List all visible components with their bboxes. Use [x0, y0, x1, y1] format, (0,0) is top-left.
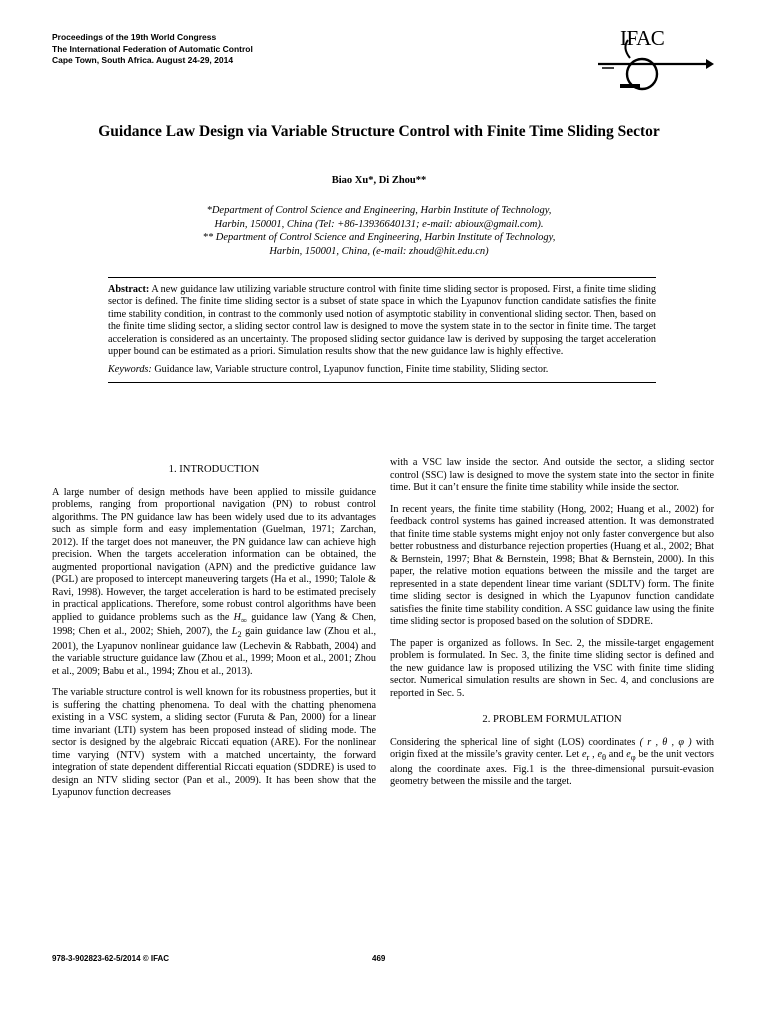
keywords-label: Keywords: — [108, 364, 152, 376]
unit-vector-etheta-sub: θ — [601, 752, 607, 763]
header-line-2: The International Federation of Automatic Control — [52, 43, 253, 54]
paragraph-text: Considering the spherical line of sight (LOS) coordinates — [390, 736, 636, 748]
coordinates-symbol: ( r , θ , φ ) — [639, 736, 692, 748]
paragraph-text: guidance law (Yang & Chen, 1998; Chen et al., 2002; Shieh, 2007), the — [52, 611, 376, 638]
abstract — [108, 284, 656, 358]
section-heading-introduction: 1. INTRODUCTION — [168, 464, 260, 475]
affiliation-line: *Department of Control Science and Engineering, Harbin Institute of Technology, — [206, 205, 552, 216]
ifac-logo — [594, 28, 714, 98]
footer-isbn: 978-3-902823-62-5/2014 © IFAC — [52, 954, 170, 963]
unit-vector-er: e — [582, 749, 587, 760]
unit-vector-etheta: e — [597, 749, 602, 760]
unit-vector-ephi: e — [626, 749, 631, 760]
keywords-text: Guidance law, Variable structure control, Lyapunov function, Finite time stability, Sliding sector. — [154, 364, 549, 376]
paragraph-text: with origin fixed at the missile’s gravity center. Let — [390, 736, 715, 760]
page-number: 469 — [372, 954, 386, 963]
proceedings-header — [52, 32, 253, 67]
paragraph: The variable structure control is well known for its robustness properties, but it is suffering the chatting phenomena. To deal with the chatting phenomena existing in a VSC system, a sliding sector (Furuta & Pan, 2000) for a linear time invariant (LTI) system has been proposed instead of sliding mode. The sector is designed by the algebraic Riccati equation (ARE). For the nonlinear time varying (NTV) system with a matched uncertainty, the forward integration of state dependent differential Riccati equation (SDDRE) is used to design an NTV sliding sector (Pan et al., 2009). It has been show that the Lyapunov function decreases — [52, 687, 376, 799]
paper-title: Guidance Law Design via Variable Structure Control with Finite Time Sliding Sector — [98, 123, 660, 140]
ifac-emblem-icon — [594, 28, 714, 98]
unit-vector-er-sub: r — [586, 752, 590, 763]
affiliation-line: Harbin, 150001, China, (e-mail: zhoud@hit.edu.cn) — [269, 245, 489, 257]
abstract-box — [108, 277, 656, 383]
paragraph: with a VSC law inside the sector. And outside the sector, a sliding sector control (SSC) law is designed to move the system state into the sector in finite time. But it can’t ensure the finite time stability while inside the sector. — [390, 457, 714, 493]
header-line-3: Cape Town, South Africa. August 24-29, 2014 — [52, 55, 234, 65]
abstract-text: A new guidance law utilizing variable structure control with finite time sliding sector is proposed. First, a finite time sliding sector is defined. The finite time sliding sector is a subset of state space in which the Lyapunov function candidate satisfies the finite time stability condition, in contrast to the commonly used notion of asymptotic stability in conventional sliding sector. Then, based on the finite time sliding sector, a sliding sector control law is designed to move the system state in to the sector in finite time. The target acceleration is considered as an uncertainty. The proposed sliding sector guidance law is derived by supposing the target acceleration upper bound can be estimated as a priori. Simulation results show that the new guidance law is highly effective. — [108, 284, 656, 358]
paragraph — [52, 487, 376, 679]
h-infinity-subscript: ∞ — [241, 614, 248, 625]
section-heading-problem-formulation: 2. PROBLEM FORMULATION — [482, 714, 622, 725]
paragraph-text: A large number of design methods have been applied to missile guidance problems, ranging from proportional navigation (PN) to robust control algorithms. The PN guidance law has been widely used due to its advantages such as simple form and easy implementation (Guelman, 1971; Zarchan, 2012). If the target does not maneuver, the PN guidance law can achieve high precision. When the targets acceleration information can be obtained, the augmented proportional navigation (APN) and the predictive guidance law (PGL) are proposed to intercept maneuvering targets (Ha et al., 1990; Talole & Ravi, 1998). However, the target acceleration is hard to be estimated precisely in practical applications. Therefore, some robust control algorithms have been applied to guidance problems such as the — [52, 486, 376, 623]
paragraph-text: be the unit vectors along the coordinate axes. Fig.1 is the three-dimensional pursuit-evasion geometry between the missile and the target. — [390, 749, 715, 788]
affiliation-line: ** Department of Control Science and Engineering, Harbin Institute of Technology, — [202, 232, 556, 243]
logo-text: IFAC — [620, 26, 665, 50]
header-line-1: Proceedings of the 19th World Congress — [52, 32, 217, 42]
affiliation-line: Harbin, 150001, China (Tel: +86-13936640131; e-mail: abioux@gmail.com). — [214, 218, 544, 230]
left-column — [52, 460, 376, 809]
h-infinity-symbol: H — [233, 611, 242, 623]
paragraph: In recent years, the finite time stability (Hong, 2002; Huang et al., 2002) for feedback control systems has gained increased attention. It was demonstrated that finite time stable systems might enjoy not only faster convergence but also better robustness and disturbance rejection properties (Huang et al., 2002; Bhat & Bernstein, 1997; Bhat & Bernstein, 1998; Bhat & Bernstein, 2000). In this paper, the relative motion equations between the missile and the target are represented in a state dependent linear time variant (SDLTV) form. The finite time sliding sector is designed in which the Lyapunov function candidate satisfies the finite time stability condition. A SSC guidance law using the finite time sliding sector is proposed based on the solution of SDDRE. — [390, 503, 714, 627]
abstract-label: Abstract: — [108, 284, 150, 295]
paragraph: The paper is organized as follows. In Sec. 2, the missile-target engagement problem is formulated. In Sec. 3, the finite time sliding sector is defined and the new guidance law is proposed utilizing the VSC with finite time sliding sector. Numerical simulation results are shown in Sec. 4, and conclusions are reported in Sec. 5. — [390, 637, 714, 699]
affiliations — [52, 204, 706, 258]
paragraph-text: and — [606, 749, 627, 760]
paragraph-text: , — [589, 749, 598, 760]
right-column — [390, 457, 714, 798]
keywords — [108, 364, 656, 376]
authors: Biao Xu*, Di Zhou** — [331, 175, 427, 186]
paragraph — [390, 737, 714, 789]
unit-vector-ephi-sub: φ — [630, 752, 636, 763]
paragraph-text: gain guidance law (Zhou et al., 2001), the Lyapunov nonlinear guidance law (Lechevin & Rabbath, 2004) and the variable structure guidance law (Zhou et al., 1999; Moon et al., 2001; Zhou et al., 2009; Babu et al., 1994; Zhou et al., 2013). — [52, 626, 376, 677]
l2-symbol: L — [231, 626, 238, 638]
l2-subscript: 2 — [237, 629, 242, 640]
